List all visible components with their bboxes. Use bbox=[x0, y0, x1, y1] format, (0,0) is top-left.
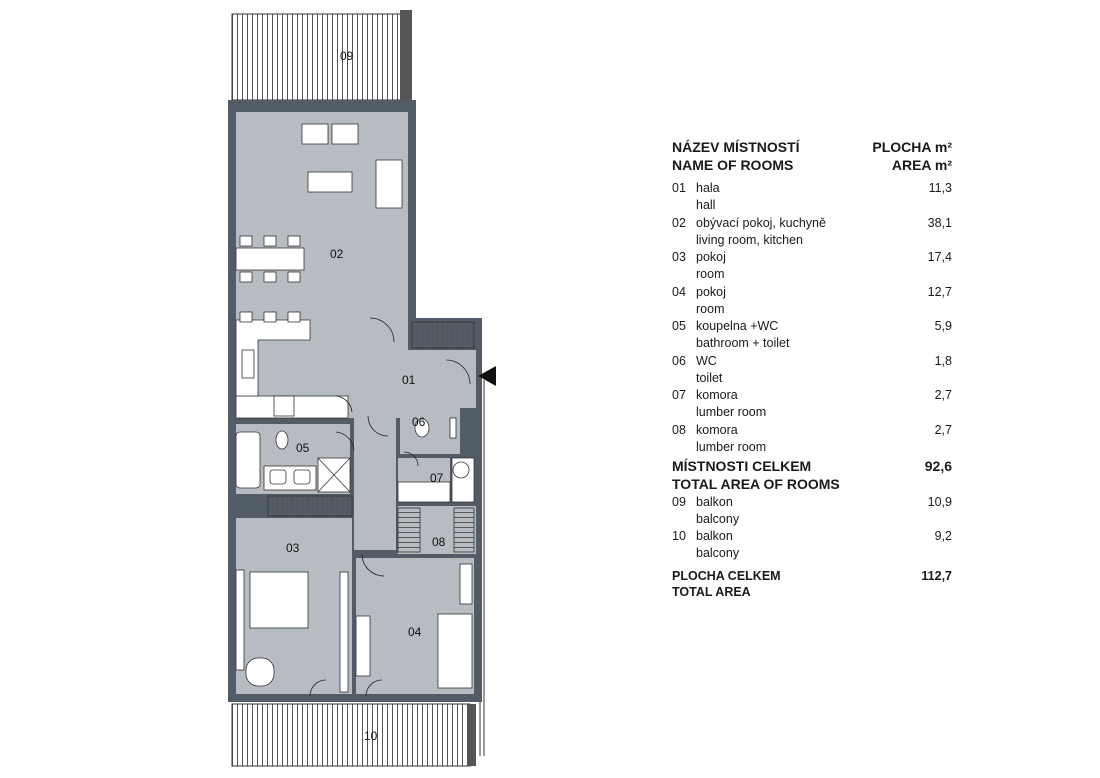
legend-row bbox=[672, 284, 952, 318]
legend-row bbox=[672, 353, 952, 387]
label-08: 08 bbox=[432, 535, 446, 549]
rooms-total-cz: MÍSTNOSTI CELKEM bbox=[672, 457, 812, 474]
label-06: 06 bbox=[412, 415, 426, 429]
label-05: 05 bbox=[296, 441, 310, 455]
room-name-en: balcony bbox=[696, 546, 740, 560]
header-name-cz: NÁZEV MÍSTNOSTÍ bbox=[672, 139, 800, 155]
balcony-09 bbox=[232, 10, 412, 106]
room-area: 9,2 bbox=[934, 529, 952, 543]
room-name-cz: balkon bbox=[696, 529, 733, 543]
room-name-en: hall bbox=[696, 198, 716, 212]
room-area: 38,1 bbox=[927, 215, 952, 230]
header-area-en: AREA m² bbox=[891, 157, 952, 173]
room-area: 10,9 bbox=[927, 494, 952, 509]
room-name-en: room bbox=[696, 301, 725, 316]
room-name-en: lumber room bbox=[696, 439, 767, 454]
room-number: 01 bbox=[672, 181, 686, 195]
rooms-total-area: 92,6 bbox=[924, 457, 952, 474]
room-name-cz: pokoj bbox=[696, 250, 726, 264]
room-name-cz: hala bbox=[696, 181, 720, 195]
room-number: 05 bbox=[672, 319, 686, 333]
label-09: 09 bbox=[340, 49, 354, 63]
rooms-list bbox=[672, 180, 952, 456]
header-area-cz: PLOCHA m² bbox=[872, 139, 952, 155]
label-02: 02 bbox=[330, 247, 344, 261]
room-name-en: lumber room bbox=[696, 405, 767, 419]
legend-row bbox=[672, 318, 952, 352]
room-number: 04 bbox=[672, 284, 686, 299]
room-area: 11,3 bbox=[928, 181, 952, 195]
header-name-en: NAME OF ROOMS bbox=[672, 157, 794, 173]
legend-row bbox=[672, 387, 952, 421]
room-name-en: toilet bbox=[696, 370, 723, 385]
legend-row bbox=[672, 180, 952, 214]
label-04: 04 bbox=[408, 625, 422, 639]
room-number: 07 bbox=[672, 388, 686, 402]
room-legend bbox=[672, 138, 952, 600]
room-name-cz: komora bbox=[696, 422, 738, 437]
legend-row bbox=[672, 494, 952, 528]
room-name-cz: obývací pokoj, kuchyně bbox=[696, 215, 826, 230]
room-area: 1,8 bbox=[934, 353, 952, 368]
room-number: 08 bbox=[672, 422, 686, 437]
room-name-en: balcony bbox=[696, 511, 740, 526]
grand-total-en: TOTAL AREA bbox=[672, 585, 751, 599]
label-03: 03 bbox=[286, 541, 300, 555]
room-number: 02 bbox=[672, 215, 686, 230]
label-07: 07 bbox=[430, 471, 444, 485]
room-name-cz: koupelna +WC bbox=[696, 319, 779, 333]
grand-total-cz: PLOCHA CELKEM bbox=[672, 569, 781, 583]
room-number: 09 bbox=[672, 494, 686, 509]
room-area: 5,9 bbox=[934, 319, 952, 333]
legend-row bbox=[672, 215, 952, 249]
room-name-en: living room, kitchen bbox=[696, 232, 803, 247]
room-area: 12,7 bbox=[927, 284, 952, 299]
room-area: 17,4 bbox=[927, 250, 952, 264]
room-name-en: room bbox=[696, 267, 725, 281]
room-number: 06 bbox=[672, 353, 686, 368]
room-area: 2,7 bbox=[934, 388, 952, 402]
grand-total bbox=[672, 568, 952, 600]
room-name-en: bathroom + toilet bbox=[696, 336, 790, 350]
rooms-total bbox=[672, 457, 952, 493]
label-10: 10 bbox=[364, 729, 378, 743]
legend-row bbox=[672, 249, 952, 283]
rooms-total-en: TOTAL AREA OF ROOMS bbox=[672, 475, 840, 492]
legend-row bbox=[672, 422, 952, 456]
legend-row bbox=[672, 528, 952, 562]
room-area: 2,7 bbox=[934, 422, 952, 437]
room-number: 03 bbox=[672, 250, 686, 264]
balcony-list bbox=[672, 494, 952, 563]
room-name-cz: pokoj bbox=[696, 284, 726, 299]
room-name-cz: balkon bbox=[696, 494, 733, 509]
room-number: 10 bbox=[672, 529, 686, 543]
room-name-cz: WC bbox=[696, 353, 717, 368]
legend-header bbox=[672, 138, 952, 174]
room-name-cz: komora bbox=[696, 388, 738, 402]
label-01: 01 bbox=[402, 373, 416, 387]
grand-total-area: 112,7 bbox=[921, 569, 952, 583]
